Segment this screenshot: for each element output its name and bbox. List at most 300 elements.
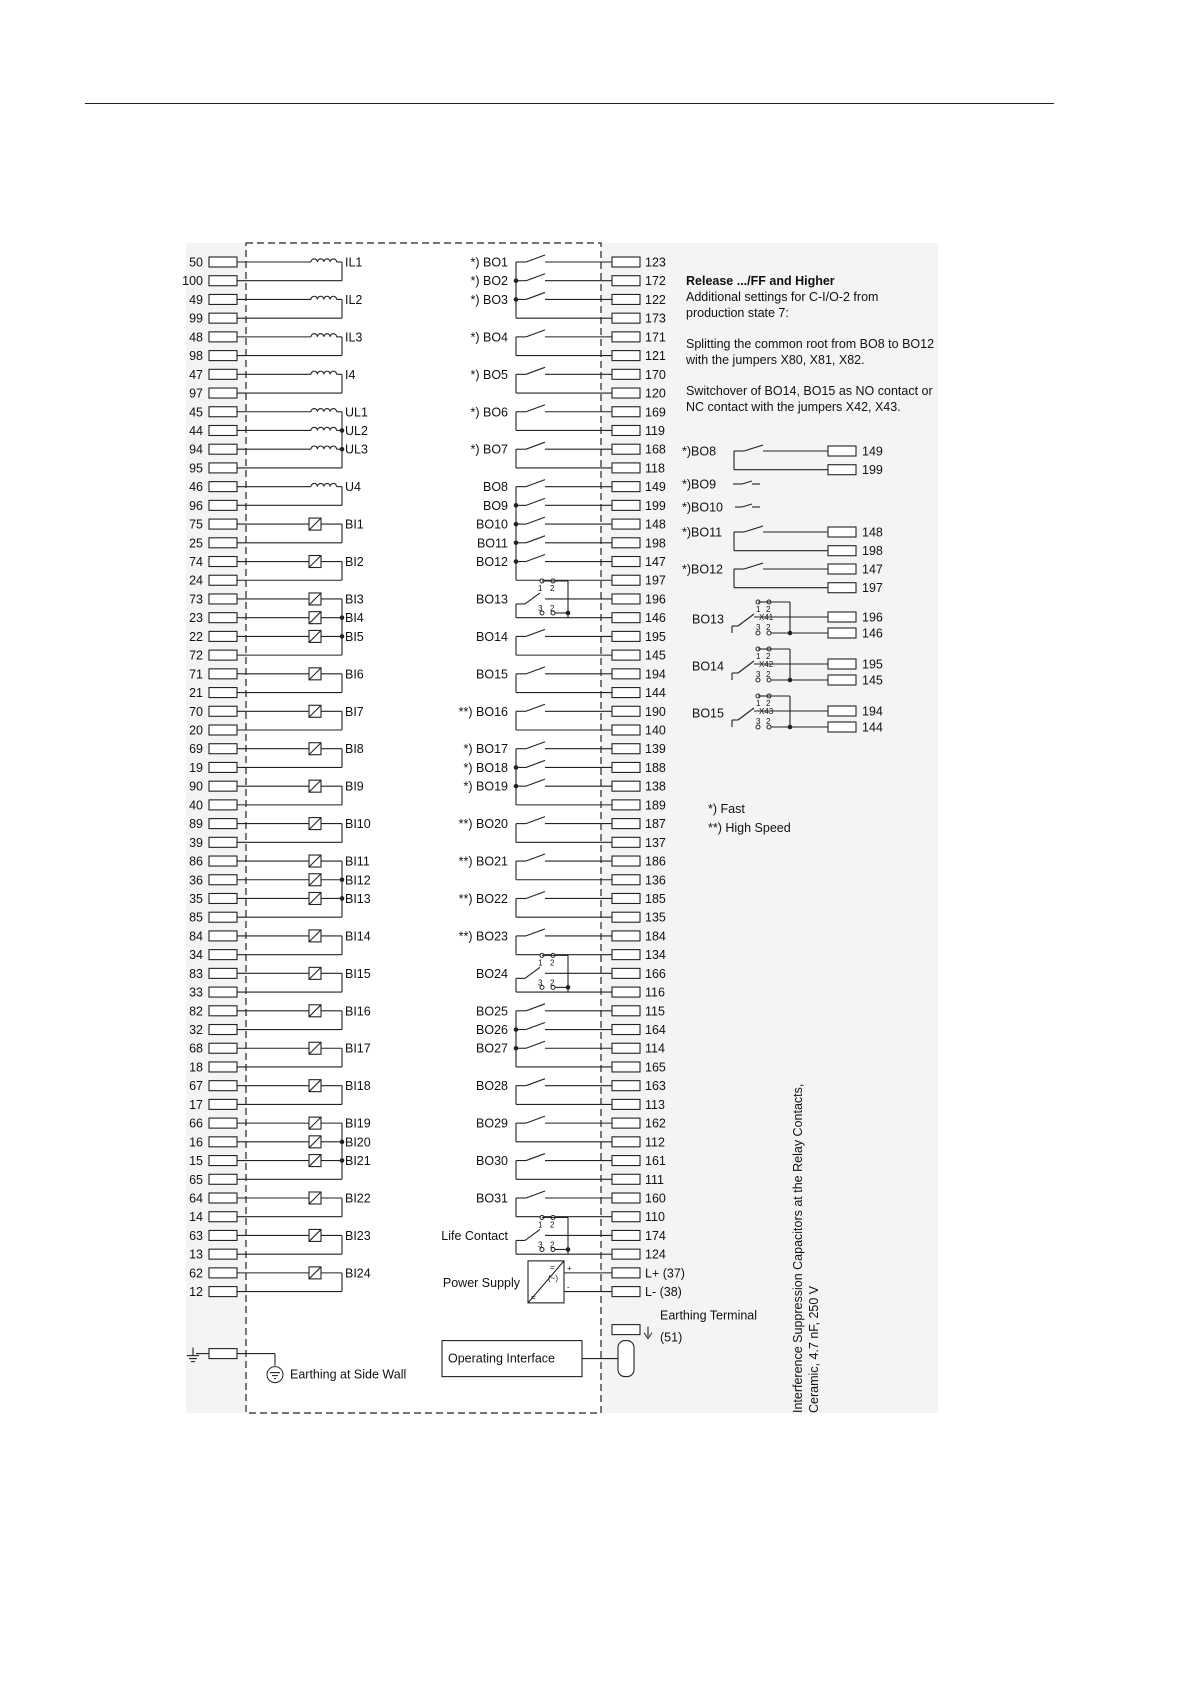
terminal-pin-label: 12 <box>189 1285 203 1300</box>
terminal-box <box>209 631 237 641</box>
jumper-pin-number: 2 <box>550 1220 555 1230</box>
terminal-box <box>209 500 237 510</box>
terminal-box <box>209 1349 237 1359</box>
jumper-name: X43 <box>759 707 774 716</box>
terminal-pin-label: 145 <box>645 648 666 663</box>
terminal-box <box>209 1268 237 1278</box>
terminal-box <box>209 669 237 679</box>
terminal-pin-label: 185 <box>645 891 666 906</box>
output-label: BO8 <box>482 480 508 495</box>
ps-symbol: (~) <box>548 1273 558 1283</box>
terminal-pin-label: 197 <box>645 573 666 588</box>
jumper-pin-number: 2 <box>766 652 771 661</box>
terminal-box <box>612 425 640 435</box>
junction-dot <box>514 541 519 546</box>
detail-label: *)BO10 <box>682 500 723 515</box>
jumper-pin-number: 1 <box>756 605 761 614</box>
input-label: U4 <box>345 480 361 495</box>
power-supply-label: Power Supply <box>442 1275 520 1290</box>
jumper-name: X41 <box>759 613 774 622</box>
terminal-pin-label: 25 <box>189 536 203 551</box>
terminal-pin-label: 90 <box>189 779 203 794</box>
jumper-pin-number: 2 <box>550 1240 555 1250</box>
terminal-box <box>612 1287 640 1297</box>
terminal-pin-label: 168 <box>645 442 666 457</box>
terminal-box <box>612 332 640 342</box>
output-label: BO10 <box>476 517 508 532</box>
terminal-box <box>209 575 237 585</box>
terminal-box <box>828 628 856 638</box>
terminal-pin-label: 197 <box>862 581 883 596</box>
output-label: **) BO16 <box>458 704 508 719</box>
detail-label: BO13 <box>692 612 724 627</box>
terminal-box <box>209 1099 237 1109</box>
terminal-box <box>209 369 237 379</box>
terminal-box <box>612 1193 640 1203</box>
terminal-pin-label: 199 <box>862 463 883 478</box>
terminal-box <box>612 1230 640 1240</box>
jumper-pin-number: 2 <box>766 623 771 632</box>
terminal-pin-label: 199 <box>645 498 666 513</box>
legend-fast: *) Fast <box>708 802 745 816</box>
terminal-pin-label: 33 <box>189 985 203 1000</box>
jumper-pin-number: 1 <box>538 1220 543 1230</box>
input-label: BI11 <box>345 854 370 869</box>
notes-line-6: NC contact with the jumpers X42, X43. <box>686 400 901 414</box>
terminal-pin-label: 169 <box>645 405 666 420</box>
input-label: BI9 <box>345 779 364 794</box>
terminal-box <box>612 1325 640 1335</box>
detail-label: *)BO12 <box>682 562 723 577</box>
jumper-pin-number: 2 <box>550 583 555 593</box>
terminal-pin-label: 39 <box>189 835 203 850</box>
terminal-box <box>209 688 237 698</box>
terminal-pin-label: 135 <box>645 910 666 925</box>
terminal-box <box>209 1081 237 1091</box>
input-label: BI14 <box>345 929 371 944</box>
output-label: *) BO6 <box>470 405 508 420</box>
output-label: BO13 <box>476 592 508 607</box>
terminal-box <box>209 725 237 735</box>
terminal-pin-label: 163 <box>645 1079 666 1094</box>
notes-line-4: with the jumpers X80, X81, X82. <box>686 353 865 367</box>
interface-port-icon <box>618 1341 634 1377</box>
terminal-pin-label: 83 <box>189 966 203 981</box>
terminal-box <box>612 706 640 716</box>
junction-dot <box>788 725 793 730</box>
terminal-pin-label: 17 <box>189 1097 203 1112</box>
terminal-box <box>209 875 237 885</box>
terminal-pin-label: 187 <box>645 817 666 832</box>
terminal-box <box>612 762 640 772</box>
terminal-pin-label: 137 <box>645 835 666 850</box>
terminal-pin-label: 13 <box>189 1247 203 1262</box>
terminal-pin-label: 72 <box>189 648 203 663</box>
terminal-box <box>612 369 640 379</box>
terminal-box <box>828 706 856 716</box>
terminal-pin-label: 21 <box>189 686 203 701</box>
input-label: BI8 <box>345 742 364 757</box>
jumper-pin-number: 2 <box>550 978 555 988</box>
capacitor-note-line-1: Interference Suppression Capacitors at the Relay Contacts, <box>791 1083 805 1413</box>
terminal-pin-label: 14 <box>189 1210 203 1225</box>
terminal-box <box>209 557 237 567</box>
terminal-pin-label: 184 <box>645 929 666 944</box>
terminal-box <box>209 444 237 454</box>
terminal-box <box>828 659 856 669</box>
notes-line-5: Switchover of BO14, BO15 as NO contact or <box>686 384 933 398</box>
junction-dot <box>514 784 519 789</box>
terminal-box <box>209 1193 237 1203</box>
terminal-box <box>612 1062 640 1072</box>
terminal-box <box>612 444 640 454</box>
input-label: BI18 <box>345 1079 371 1094</box>
terminal-pin-label: 195 <box>645 629 666 644</box>
terminal-pin-label: 63 <box>189 1228 203 1243</box>
terminal-pin-label: 19 <box>189 760 203 775</box>
input-label: BI6 <box>345 667 364 682</box>
terminal-pin-label: 15 <box>189 1154 203 1169</box>
output-label: *) BO5 <box>470 367 508 382</box>
terminal-box <box>612 482 640 492</box>
terminal-pin-label: 45 <box>189 405 203 420</box>
terminal-pin-label: 145 <box>862 673 883 688</box>
terminal-box <box>612 1118 640 1128</box>
terminal-box <box>612 519 640 529</box>
ps-symbol: = <box>550 1262 555 1272</box>
terminal-box <box>209 706 237 716</box>
terminal-pin-label: 119 <box>645 423 665 438</box>
terminal-pin-label: 146 <box>645 611 666 626</box>
input-label: BI13 <box>345 891 371 906</box>
terminal-box <box>209 1062 237 1072</box>
output-label: BO27 <box>476 1041 508 1056</box>
earthing-terminal-label: Earthing Terminal <box>660 1308 758 1323</box>
terminal-box <box>209 856 237 866</box>
input-label: BI12 <box>345 873 371 888</box>
output-label: BO9 <box>482 498 508 513</box>
terminal-box <box>209 1025 237 1035</box>
terminal-pin-label: 46 <box>189 480 203 495</box>
terminal-pin-label: 116 <box>645 985 665 1000</box>
input-label: BI1 <box>345 517 364 532</box>
terminal-box <box>209 351 237 361</box>
terminal-box <box>612 613 640 623</box>
device-housing <box>246 243 601 1413</box>
terminal-pin-label: 120 <box>645 386 666 401</box>
terminal-box <box>209 388 237 398</box>
terminal-box <box>612 575 640 585</box>
terminal-pin-label: 113 <box>645 1097 665 1112</box>
terminal-box <box>612 351 640 361</box>
input-label: BI17 <box>345 1041 371 1056</box>
terminal-box <box>612 1099 640 1109</box>
terminal-box <box>209 407 237 417</box>
terminal-pin-label: 100 <box>182 274 203 289</box>
terminal-pin-label: 165 <box>645 1060 666 1075</box>
jumper-pin-number: 2 <box>766 670 771 679</box>
terminal-box <box>828 675 856 685</box>
jumper-pin-number: 1 <box>538 958 543 968</box>
detail-label: *)BO9 <box>682 477 717 492</box>
terminal-box <box>828 564 856 574</box>
junction-dot <box>788 678 793 683</box>
terminal-pin-label: 194 <box>862 704 883 719</box>
output-label: *) BO18 <box>463 760 508 775</box>
terminal-box <box>209 519 237 529</box>
junction-dot <box>514 278 519 283</box>
terminal-pin-label: 85 <box>189 910 203 925</box>
operating-interface-label: Operating Interface <box>448 1351 556 1366</box>
detail-label: BO15 <box>692 706 724 721</box>
terminal-pin-label: 139 <box>645 742 666 757</box>
terminal-pin-label: 22 <box>189 629 203 644</box>
terminal-box <box>209 912 237 922</box>
terminal-box <box>209 800 237 810</box>
jumper-pin-number: 2 <box>550 603 555 613</box>
terminal-box <box>612 781 640 791</box>
input-label: BI24 <box>345 1266 371 1281</box>
terminal-box <box>209 1043 237 1053</box>
terminal-box <box>612 631 640 641</box>
notes-line-2: production state 7: <box>686 306 789 320</box>
output-label: *) BO7 <box>470 442 508 457</box>
terminal-pin-label: 69 <box>189 742 203 757</box>
input-label: BI3 <box>345 592 364 607</box>
terminal-pin-label: 122 <box>645 292 666 307</box>
terminal-box <box>612 800 640 810</box>
terminal-pin-label: 86 <box>189 854 203 869</box>
jumper-pin-number: 3 <box>538 603 543 613</box>
jumper-name: X42 <box>759 660 774 669</box>
jumper-pin-number: 2 <box>766 699 771 708</box>
terminal-box <box>209 482 237 492</box>
terminal-pin-label: 97 <box>189 386 203 401</box>
terminal-pin-label: 121 <box>645 349 666 364</box>
output-label: *) BO3 <box>470 292 508 307</box>
input-label: UL3 <box>345 442 368 457</box>
terminal-box <box>209 1137 237 1147</box>
terminal-box <box>209 762 237 772</box>
terminal-box <box>209 931 237 941</box>
input-label: UL2 <box>345 423 368 438</box>
terminal-pin-label: 164 <box>645 1023 666 1038</box>
terminal-box <box>209 893 237 903</box>
terminal-box <box>612 294 640 304</box>
input-label: IL1 <box>345 255 363 270</box>
terminal-pin-label: 124 <box>645 1247 666 1262</box>
terminal-pin-label: 115 <box>645 1004 665 1019</box>
terminal-pin-label: 189 <box>645 798 666 813</box>
input-label: IL2 <box>345 292 363 307</box>
junction-dot <box>514 522 519 527</box>
jumper-pin-number: 1 <box>756 652 761 661</box>
junction-dot <box>340 1140 345 1145</box>
terminal-box <box>612 1137 640 1147</box>
terminal-box <box>612 819 640 829</box>
terminal-pin-label: 70 <box>189 704 203 719</box>
terminal-box <box>209 313 237 323</box>
notes-title: Release .../FF and Higher <box>686 274 835 288</box>
terminal-box <box>209 1212 237 1222</box>
terminal-pin-label: 47 <box>189 367 203 382</box>
earthing-terminal-pin: (51) <box>660 1330 683 1345</box>
terminal-box <box>612 744 640 754</box>
terminal-box <box>612 931 640 941</box>
terminal-box <box>612 856 640 866</box>
ps-minus: - <box>567 1282 570 1292</box>
terminal-pin-label: 94 <box>189 442 203 457</box>
terminal-box <box>209 837 237 847</box>
terminal-box <box>209 294 237 304</box>
output-label: BO24 <box>476 966 508 981</box>
terminal-pin-label: 118 <box>645 461 665 476</box>
terminal-pin-label: 112 <box>645 1135 665 1150</box>
terminal-box <box>612 893 640 903</box>
junction-dot <box>340 896 345 901</box>
terminal-box <box>612 650 640 660</box>
terminal-pin-label: 68 <box>189 1041 203 1056</box>
terminal-pin-label: 190 <box>645 704 666 719</box>
terminal-pin-label: 144 <box>645 686 666 701</box>
terminal-pin-label: 136 <box>645 873 666 888</box>
terminal-box <box>612 594 640 604</box>
terminal-box <box>612 837 640 847</box>
terminal-box <box>828 465 856 475</box>
jumper-pin-number: 2 <box>766 717 771 726</box>
junction-dot <box>788 631 793 636</box>
terminal-box <box>612 276 640 286</box>
jumper-pin-number: 2 <box>766 605 771 614</box>
notes-line-1: Additional settings for C-I/O-2 from <box>686 290 879 304</box>
detail-label: BO14 <box>692 659 724 674</box>
terminal-box <box>209 332 237 342</box>
output-label: BO12 <box>476 555 508 570</box>
junction-dot <box>340 428 345 433</box>
input-label: BI22 <box>345 1191 371 1206</box>
terminal-pin-label: 74 <box>189 555 203 570</box>
terminal-box <box>612 1025 640 1035</box>
terminal-box <box>209 1230 237 1240</box>
terminal-pin-label: 40 <box>189 798 203 813</box>
terminal-box <box>612 463 640 473</box>
terminal-pin-label: 20 <box>189 723 203 738</box>
input-label: BI20 <box>345 1135 371 1150</box>
terminal-pin-label: 99 <box>189 311 203 326</box>
jumper-pin-number: 3 <box>756 670 761 679</box>
terminal-pin-label: 66 <box>189 1116 203 1131</box>
terminal-pin-label: 194 <box>645 667 666 682</box>
terminal-pin-label: 146 <box>862 626 883 641</box>
terminal-box <box>612 388 640 398</box>
terminal-box <box>612 257 640 267</box>
input-label: BI10 <box>345 817 371 832</box>
junction-dot <box>340 447 345 452</box>
terminal-box <box>612 688 640 698</box>
input-label: BI15 <box>345 966 371 981</box>
terminal-box <box>209 276 237 286</box>
terminal-pin-label: L+ (37) <box>645 1266 685 1281</box>
terminal-pin-label: 32 <box>189 1023 203 1038</box>
output-label: BO28 <box>476 1079 508 1094</box>
terminal-pin-label: 98 <box>189 349 203 364</box>
output-label: BO29 <box>476 1116 508 1131</box>
ps-plus: + <box>567 1263 572 1273</box>
input-label: BI21 <box>345 1154 371 1169</box>
terminal-box <box>209 594 237 604</box>
terminal-box <box>209 425 237 435</box>
terminal-pin-label: 172 <box>645 274 666 289</box>
terminal-pin-label: 67 <box>189 1079 203 1094</box>
output-label: *) BO1 <box>470 255 508 270</box>
terminal-pin-label: 195 <box>862 657 883 672</box>
terminal-pin-label: 62 <box>189 1266 203 1281</box>
jumper-pin-number: 3 <box>756 623 761 632</box>
terminal-pin-label: 18 <box>189 1060 203 1075</box>
input-label: BI5 <box>345 629 364 644</box>
terminal-pin-label: 23 <box>189 611 203 626</box>
output-label: BO31 <box>476 1191 508 1206</box>
terminal-box <box>209 1006 237 1016</box>
terminal-box <box>612 1268 640 1278</box>
terminal-pin-label: 140 <box>645 723 666 738</box>
terminal-box <box>209 987 237 997</box>
terminal-pin-label: 148 <box>645 517 666 532</box>
terminal-pin-label: 110 <box>645 1210 665 1225</box>
ps-symbol: = <box>531 1292 536 1302</box>
terminal-pin-label: 148 <box>862 525 883 540</box>
detail-label: *)BO11 <box>682 525 723 540</box>
terminal-box <box>209 1156 237 1166</box>
terminal-box <box>612 1043 640 1053</box>
terminal-pin-label: 84 <box>189 929 203 944</box>
terminal-pin-label: 196 <box>862 610 883 625</box>
terminal-pin-label: 50 <box>189 255 203 270</box>
terminal-box <box>209 538 237 548</box>
terminal-box <box>209 819 237 829</box>
terminal-box <box>209 1118 237 1128</box>
terminal-pin-label: 173 <box>645 311 666 326</box>
junction-dot <box>514 297 519 302</box>
output-label: *) BO2 <box>470 274 508 289</box>
terminal-pin-label: 82 <box>189 1004 203 1019</box>
output-label: BO15 <box>476 667 508 682</box>
terminal-box <box>612 1174 640 1184</box>
terminal-pin-label: 73 <box>189 592 203 607</box>
terminal-box <box>612 987 640 997</box>
junction-dot <box>340 877 345 882</box>
terminal-pin-label: 198 <box>862 544 883 559</box>
detail-label: *)BO8 <box>682 444 717 459</box>
terminal-pin-label: 149 <box>645 480 666 495</box>
jumper-pin-number: 1 <box>538 583 543 593</box>
terminal-pin-label: 147 <box>862 562 883 577</box>
output-label: BO14 <box>476 629 508 644</box>
input-label: I4 <box>345 367 356 382</box>
terminal-pin-label: 123 <box>645 255 666 270</box>
terminal-box <box>612 1212 640 1222</box>
terminal-box <box>612 968 640 978</box>
terminal-box <box>209 1287 237 1297</box>
junction-dot <box>340 1158 345 1163</box>
terminal-pin-label: 95 <box>189 461 203 476</box>
terminal-pin-label: 188 <box>645 760 666 775</box>
terminal-box <box>828 612 856 622</box>
terminal-pin-label: 48 <box>189 330 203 345</box>
jumper-pin-number: 3 <box>756 717 761 726</box>
output-label: **) BO23 <box>458 929 508 944</box>
terminal-box <box>612 538 640 548</box>
